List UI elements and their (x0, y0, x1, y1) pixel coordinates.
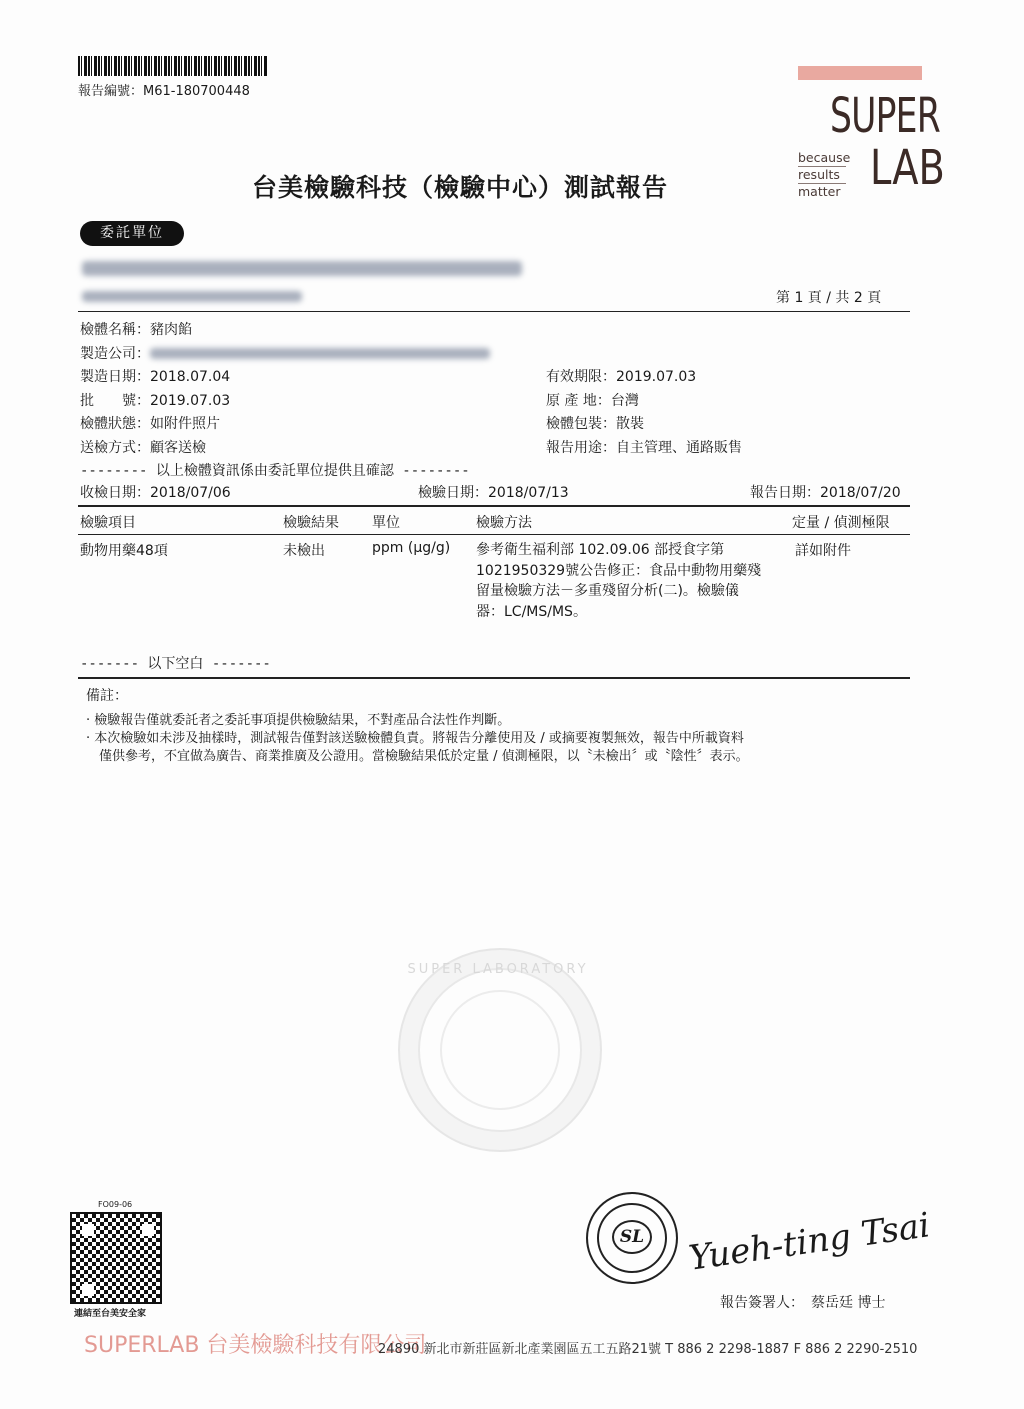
field-row (80, 390, 490, 414)
td-result: 未檢出 (283, 543, 325, 559)
field-key: 製造公司： (80, 345, 150, 362)
td-unit: ppm (µg/g) (372, 540, 451, 556)
field-row (546, 437, 742, 461)
field-row (80, 366, 490, 390)
table-top-rule (78, 505, 910, 507)
logo-bar (798, 66, 922, 80)
field-value: 2019.07.03 (616, 369, 697, 385)
method-line: 參考衛生福利部 102.09.06 部授食字第 (476, 542, 725, 558)
field-value: 自主管理、通路販售 (616, 439, 742, 456)
divider-top (78, 311, 910, 312)
field-row (80, 343, 490, 367)
td-method (476, 540, 761, 622)
barcode (78, 56, 268, 76)
field-key: 報告用途： (546, 439, 616, 456)
field-row (546, 390, 742, 414)
method-line: 1021950329號公告修正：食品中動物用藥殘 (476, 562, 762, 579)
field-key: 原 產 地： (546, 392, 611, 409)
th-unit: 單位 (372, 515, 400, 531)
field-value: 顧客送檢 (150, 439, 206, 456)
note-item: · 檢驗報告僅就委託者之委託事項提供檢驗結果，不對產品合法性作判斷。 (86, 713, 511, 728)
field-row (80, 413, 490, 437)
form-code: FO09-06 (98, 1200, 133, 1209)
method-line: 器：LC/MS/MS。 (476, 603, 587, 620)
notes-title: 備註： (86, 688, 128, 704)
field-row (546, 413, 742, 437)
embossed-seal-inner (440, 990, 560, 1110)
field-value: 台灣 (610, 392, 639, 409)
field-value: 豬肉餡 (150, 322, 192, 338)
field-row (80, 437, 490, 461)
logo-tag-2: results (798, 167, 846, 184)
field-value: 散裝 (616, 416, 644, 432)
report-number: 報告編號：M61-180700448 (78, 84, 250, 99)
page-indicator: 第 1 頁 / 共 2 頁 (776, 290, 882, 306)
field-value: 如附件照片 (150, 416, 220, 432)
field-row (546, 366, 742, 390)
logo-lab: LAB (870, 140, 945, 196)
reported-date: 報告日期：2018/07/20 (750, 485, 901, 501)
note-item: 僅供參考，不宜做為廣告、商業推廣及公證用。當檢驗結果低於定量 / 偵測極限，以〝未檢出〞或〝陰性〞表示。 (86, 749, 749, 764)
blank-line: ------- 以下空白 ------- (80, 656, 271, 672)
field-key: 送檢方式： (80, 439, 150, 456)
left-fields (80, 319, 490, 460)
notes-list (86, 712, 749, 766)
handwritten-signature: Yueh-ting Tsai (686, 1205, 933, 1279)
th-method: 檢驗方法 (476, 515, 532, 531)
notes-top-rule (78, 677, 910, 679)
method-line: 留量檢驗方法－多重殘留分析(二)。檢驗儀 (476, 583, 739, 599)
field-key: 檢體包裝： (546, 416, 616, 432)
th-limit: 定量 / 偵測極限 (792, 515, 890, 531)
logo-tag-3: matter (798, 184, 841, 199)
page-title: 台美檢驗科技（檢驗中心）測試報告 (251, 173, 668, 202)
signer: 報告簽署人： 蔡岳廷 博士 (720, 1295, 886, 1311)
td-limit: 詳如附件 (795, 543, 851, 559)
logo-tag-1: because (798, 150, 851, 165)
field-key: 檢體名稱： (80, 322, 150, 338)
tested-date: 檢驗日期：2018/07/13 (418, 485, 569, 501)
client-label: 委託單位 (80, 221, 184, 246)
redacted-client-address (82, 291, 302, 302)
qr-caption: 連結至台美安全家 (74, 1309, 147, 1319)
field-key: 檢體狀態： (80, 416, 150, 432)
logo-super: SUPER (830, 88, 940, 144)
received-date: 收檢日期：2018/07/06 (80, 485, 231, 501)
note-item: · 本次檢驗如未涉及抽樣時，測試報告僅對該送驗檢體負責。將報告分離使用及 / 或摘要複製無效，報告中所載資料 (86, 731, 744, 746)
stamp-center: SL (612, 1220, 652, 1254)
th-item: 檢驗項目 (80, 515, 136, 531)
table-header-rule (78, 534, 910, 535)
field-value: 2018.07.04 (150, 369, 231, 385)
footer-brand: SUPERLAB 台美檢驗科技有限公司 (84, 1333, 427, 1358)
field-key: 有效期限： (546, 369, 616, 385)
th-result: 檢驗結果 (283, 515, 339, 531)
redacted-manufacturer (150, 348, 490, 359)
footer-address: 24890 新北市新莊區新北產業園區五工五路21號 T 886 2 2298-1887 F 886 2 2290-2510 (378, 1342, 918, 1357)
field-value: 2019.07.03 (150, 392, 231, 409)
field-key: 製造日期： (80, 369, 150, 385)
redacted-client-name (82, 261, 522, 276)
right-fields (546, 366, 742, 460)
logo-tagline (798, 150, 851, 200)
qr-code (70, 1212, 162, 1304)
field-row (80, 319, 490, 343)
confirm-line: -------- 以上檢體資訊係由委託單位提供且確認 -------- (80, 463, 470, 479)
field-key: 批 號： (80, 392, 150, 409)
seal-text: SUPER LABORATORY (407, 962, 589, 977)
td-item: 動物用藥48項 (80, 543, 168, 559)
